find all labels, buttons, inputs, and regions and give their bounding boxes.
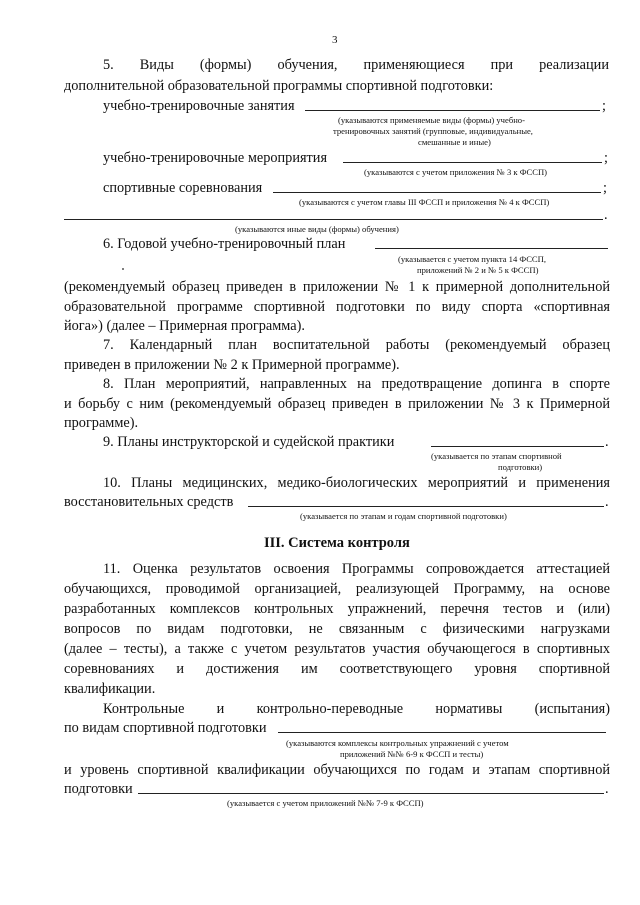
item6-line1: 6. Годовой учебно-тренировочный план (103, 236, 346, 252)
control-norms-hint-2: приложений №№ 6-9 к ФССП и тесты) (340, 749, 484, 759)
item9-line1: 9. Планы инструкторской и судейской практики (103, 434, 395, 450)
annual-plan-hint-2: приложений № 2 и № 5 к ФССП) (417, 265, 539, 275)
control-norms-field[interactable] (278, 732, 606, 733)
other-forms-field[interactable] (64, 219, 603, 220)
qualification-level-end: . (605, 781, 609, 797)
training-sessions-label: учебно-тренировочные занятия (103, 98, 295, 114)
item11-line3: разработанных комплексов контрольных упражнений, перечня тестов и (или) (64, 601, 610, 617)
annual-plan-hint-1: (указывается с учетом пункта 14 ФССП, (398, 254, 547, 264)
instructor-practice-end: . (605, 434, 609, 450)
training-sessions-field[interactable] (305, 110, 600, 111)
training-events-field[interactable] (343, 162, 602, 163)
item11-line6: соревнованиях и достижения им соответствующего уровня спортивной (64, 661, 610, 677)
level-line2: подготовки (64, 781, 133, 797)
item11-line1: 11. Оценка результатов освоения Программы сопровождается аттестацией (103, 561, 610, 577)
other-forms-end: . (604, 207, 608, 223)
item8-line3: программе). (64, 415, 139, 431)
annual-plan-field[interactable] (375, 248, 608, 249)
item8-line1: 8. План мероприятий, направленных на предотвращение допинга в спорте (103, 376, 610, 392)
item6-line2: (рекомендуемый образец приведен в приложении № 1 к примерной дополнительной (64, 279, 610, 295)
competitions-field[interactable] (273, 192, 601, 193)
training-sessions-end: ; (602, 98, 606, 114)
training-events-end: ; (604, 150, 608, 166)
competitions-hint: (указываются с учетом главы III ФССП и приложения № 4 к ФССП) (299, 197, 550, 207)
item11-line2: обучающихся, проводимой организацией, реализующей Программу, на основе (64, 581, 610, 597)
item11-line4: вопросов по видам подготовки, не связанным с физическими нагрузками (64, 621, 610, 637)
norms-line1: Контрольные и контрольно-переводные нормативы (испытания) (103, 701, 610, 717)
item7-line2: приведен в приложении № 2 к Примерной программе). (64, 357, 400, 373)
training-sessions-hint-2: тренировочных занятий (групповые, индивидуальные, (333, 126, 533, 136)
medical-plans-hint: (указывается по этапам и годам спортивной подготовки) (300, 511, 507, 521)
medical-plans-field[interactable] (248, 506, 604, 507)
training-events-label: учебно-тренировочные мероприятия (103, 150, 328, 166)
competitions-end: ; (603, 180, 607, 196)
item8-line2: и борьбу с ним (рекомендуемый образец приведен в приложении № 3 к Примерной (64, 396, 610, 412)
item5-line2: дополнительной образовательной программы спортивной подготовки: (64, 78, 494, 94)
training-events-hint: (указываются с учетом приложения № 3 к ФССП) (364, 167, 548, 177)
level-line1: и уровень спортивной квалификации обучающихся по годам и этапам спортивной (64, 762, 610, 778)
item10-line1: 10. Планы медицинских, медико-биологических мероприятий и применения (103, 475, 610, 491)
instructor-practice-hint-2: подготовки) (498, 462, 543, 472)
instructor-practice-hint-1: (указывается по этапам спортивной (431, 451, 562, 461)
training-sessions-hint-3: смешанные и иные) (418, 137, 491, 147)
scan-mark (122, 268, 124, 270)
training-sessions-hint-1: (указываются применяемые виды (формы) учебно- (338, 115, 525, 125)
control-norms-hint-1: (указываются комплексы контрольных упражнений с учетом (286, 738, 509, 748)
competitions-label: спортивные соревнования (103, 180, 263, 196)
section-title: III. Система контроля (264, 535, 410, 551)
instructor-practice-field[interactable] (431, 446, 604, 447)
item6-line3: образовательной программе спортивной подготовки по виду спорта «спортивная (64, 299, 610, 315)
other-forms-hint: (указываются иные виды (формы) обучения) (235, 224, 399, 234)
qualification-level-field[interactable] (138, 793, 604, 794)
item11-line7: квалификации. (64, 681, 156, 697)
item7-line1: 7. Календарный план воспитательной работы (рекомендуемый образец (103, 337, 610, 353)
qualification-level-hint: (указывается с учетом приложений №№ 7-9 к ФССП) (227, 798, 424, 808)
item6-line4: йога») (далее – Примерная программа). (64, 318, 305, 334)
page-number: 3 (332, 34, 338, 46)
norms-line2: по видам спортивной подготовки (64, 720, 267, 736)
item11-line5: (далее – тесты), а также с учетом результатов участия обучающегося в спортивных (64, 641, 610, 657)
item10-line2: восстановительных средств (64, 494, 234, 510)
medical-plans-end: . (605, 494, 609, 510)
item5-line1: 5. Виды (формы) обучения, применяющиеся при реализации (103, 57, 609, 73)
